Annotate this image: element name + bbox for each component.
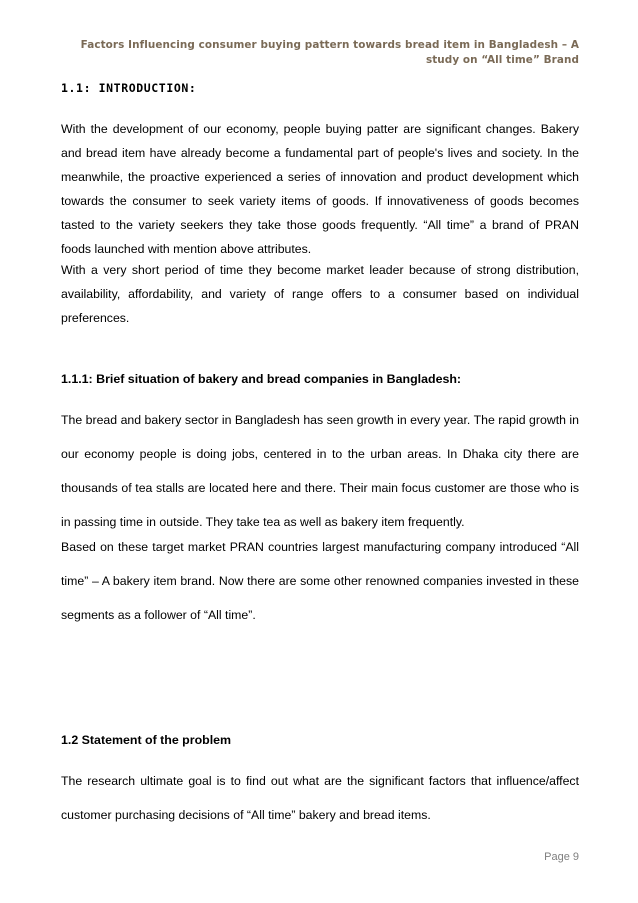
introduction-heading: 1.1: INTRODUCTION: xyxy=(61,81,197,95)
brief-situation-paragraph-2: Based on these target market PRAN countries largest manufacturing company introduced “All time” – A bakery item brand. Now there are some other renowned companies invested in these segments as a follower of “All time”. xyxy=(61,540,579,622)
problem-statement-heading: 1.2 Statement of the problem xyxy=(61,733,232,747)
introduction-paragraph-2: With a very short period of time they become market leader because of strong distribution, availability, affordability, and variety of range offers to a consumer based on individual preferences. xyxy=(61,263,579,325)
brief-situation-heading: 1.1.1: Brief situation of bakery and bread companies in Bangladesh: xyxy=(61,372,462,386)
page-number: Page 9 xyxy=(544,851,579,863)
running-header: Factors Influencing consumer buying pattern towards bread item in Bangladesh – A study on “All time” Brand xyxy=(80,39,579,66)
problem-statement-paragraph: The research ultimate goal is to find out what are the significant factors that influence/affect customer purchasing decisions of “All time” bakery and bread items. xyxy=(61,774,579,822)
introduction-paragraph-1: With the development of our economy, people buying patter are significant changes. Bakery and bread item have already become a fundamental part of people's lives and society. In the meanwhile, the proactive experienced a series of innovation and product development which towards the consumer to seek variety items of goods. If innovativeness of goods becomes tasted to the variety seekers they take those goods frequently. “All time” a brand of PRAN foods launched with mention above attributes. xyxy=(61,122,579,256)
brief-situation-paragraph-1: The bread and bakery sector in Bangladesh has seen growth in every year. The rapid growth in our economy people is doing jobs, centered in to the urban areas. In Dhaka city there are thousands of tea stalls are located here and there. Their main focus customer are those who is in passing time in outside. They take tea as well as bakery item frequently. xyxy=(61,413,579,529)
